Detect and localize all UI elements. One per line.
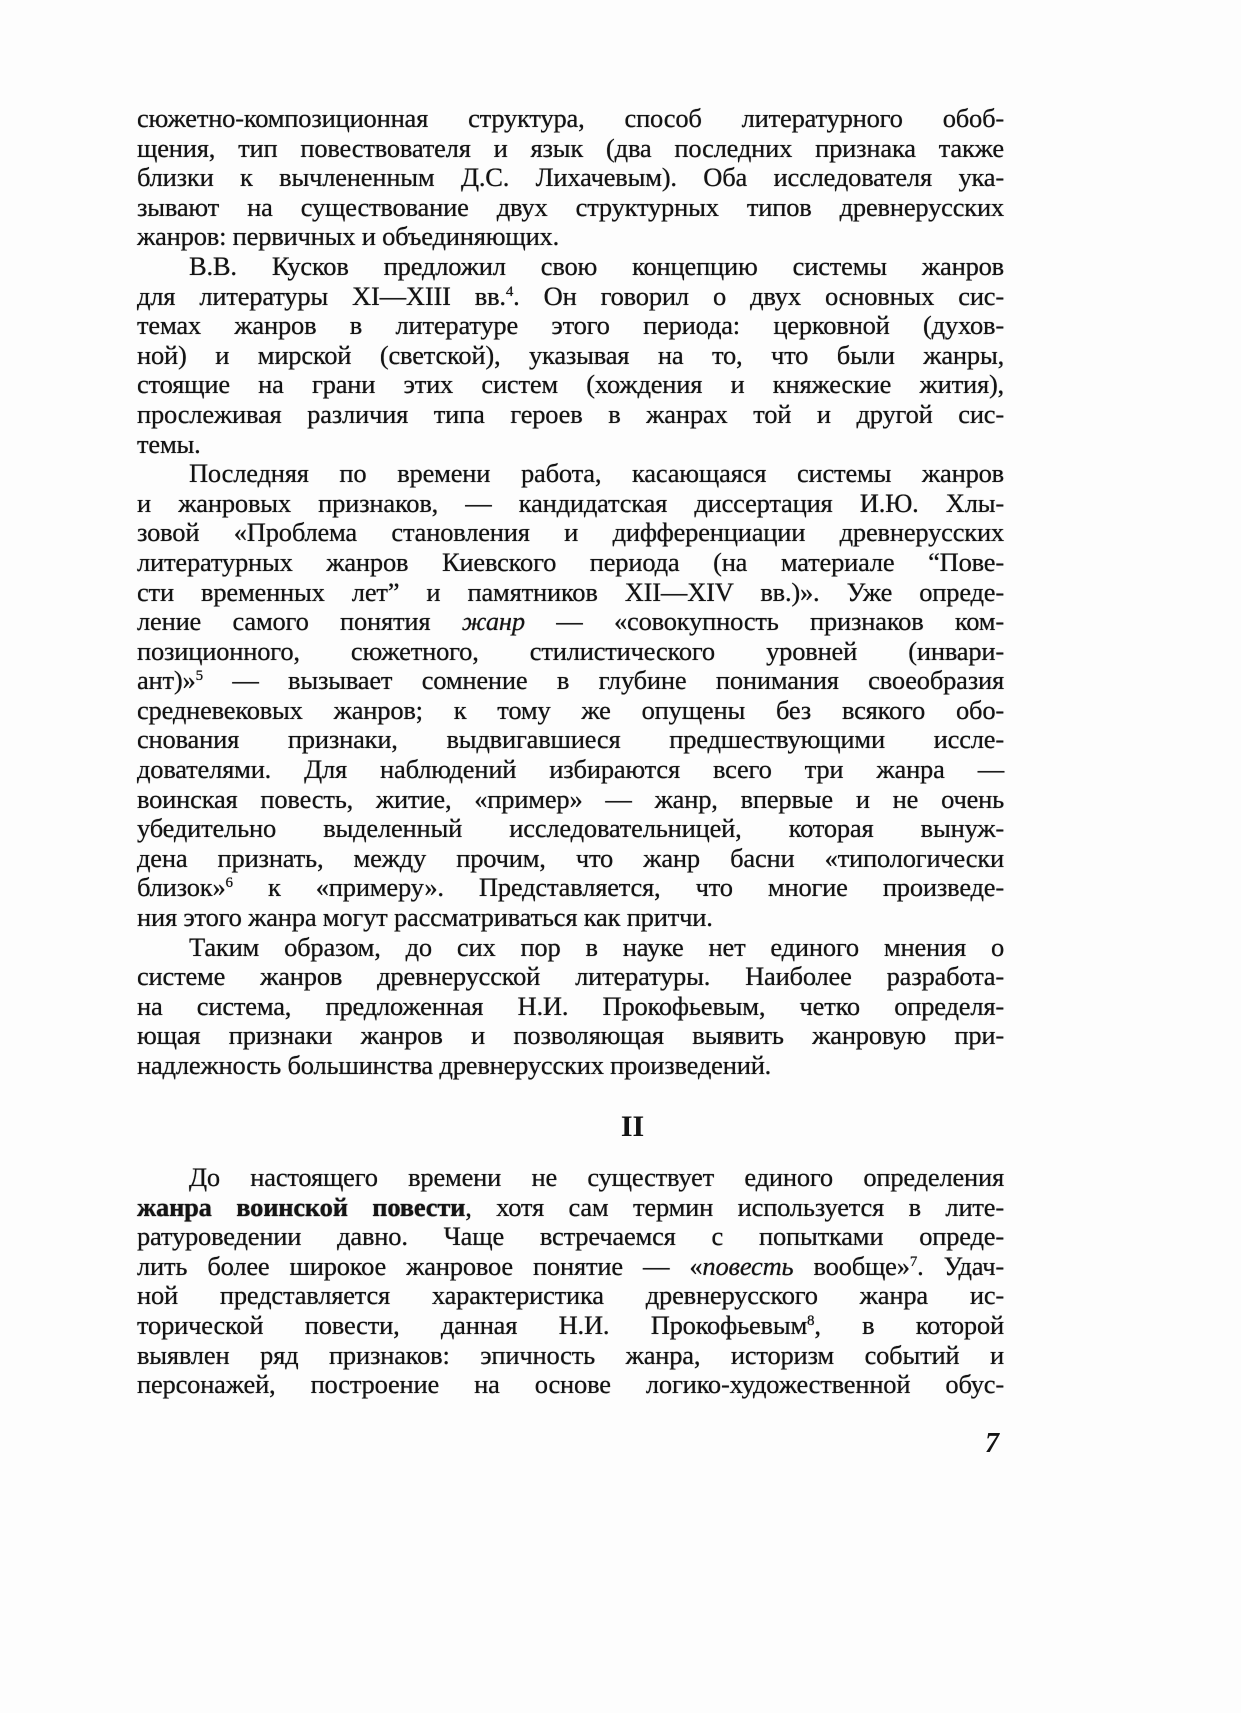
text-run: воинская повесть, житие, «пример» — жанр, впервые и не очень (137, 783, 1004, 814)
text-run: близки к вычлененным Д.С. Лихачевым). Оба исследователя ука- (137, 162, 1004, 193)
text-line (137, 1252, 1004, 1282)
text-run: ление самого понятия (137, 606, 462, 637)
text-run: персонажей, построение на основе логико-художественной обус- (137, 1369, 1004, 1400)
text-line (137, 548, 1004, 578)
text-line (137, 222, 1004, 252)
text-run: убедительно выделенный исследовательницей, которая вынуж- (137, 813, 1004, 844)
text-run: системе жанров древнерусской литературы. Наиболее разработа- (137, 961, 1004, 992)
text-line (137, 1222, 1004, 1252)
text-run: ющая признаки жанров и позволяющая выявить жанровую при- (137, 1020, 1004, 1051)
text-line (137, 785, 1004, 815)
text-line (137, 725, 1004, 755)
text-line (137, 193, 1004, 223)
text-line (137, 1311, 1004, 1341)
text-run: прослеживая различия типа героев в жанрах той и другой сис- (137, 398, 1004, 429)
text-run: стоящие на грани этих систем (хождения и княжеские жития), (137, 369, 1004, 400)
text-line (137, 696, 1004, 726)
text-run: — вызывает сомнение в глубине понимания своеобразия (202, 665, 1004, 696)
text-line (137, 962, 1004, 992)
text-run: В.В. Кусков предложил свою концепцию системы жанров (189, 250, 1004, 281)
text-line (137, 637, 1004, 667)
text-line (137, 163, 1004, 193)
text-run: сти временных лет” и памятников XII—XIV вв.)». Уже опреде- (137, 576, 1004, 607)
text-line (137, 252, 1004, 282)
text-run: на система, предложенная Н.И. Прокофьевым, четко определя- (137, 990, 1004, 1021)
text-run: темах жанров в литературе этого периода: церковной (духов- (137, 310, 1004, 341)
text-line (137, 1370, 1004, 1400)
text-run: , в которой (814, 1309, 1004, 1340)
text-run: До настоящего времени не существует единого определения (189, 1162, 1004, 1192)
text-line (137, 873, 1004, 903)
text-section-2 (137, 1163, 1004, 1400)
text-run: ратуроведении давно. Чаще встречаемся с попытками опреде- (137, 1221, 1004, 1252)
text-line (137, 814, 1004, 844)
page-number: 7 (985, 1428, 999, 1459)
text-line (137, 666, 1004, 696)
text-line (137, 607, 1004, 637)
text-run: средневековых жанров; к тому же опущены без всякого обо- (137, 694, 1004, 725)
text-run: . Удач- (917, 1250, 1004, 1281)
italic-text: повесть (702, 1250, 794, 1281)
footnote-ref: 7 (909, 1253, 918, 1270)
text-run: ант)» (137, 665, 196, 696)
paragraph (137, 1163, 1004, 1400)
text-line (137, 400, 1004, 430)
text-run: — «совокупность признаков ком- (524, 606, 1004, 637)
text-run: . Он говорил о двух основных сис- (513, 280, 1004, 311)
text-run: для литературы XI—XIII вв. (137, 280, 506, 311)
text-run: ной представляется характеристика древнерусского жанра ис- (137, 1280, 1004, 1311)
text-run: щения, тип повествователя и язык (два последних признака также (137, 132, 1004, 163)
text-line (137, 578, 1004, 608)
text-run: позиционного, сюжетного, стилистического уровней (инвари- (137, 635, 1004, 666)
text-run: литературных жанров Киевского периода (на материале “Пове- (137, 546, 1004, 577)
italic-text: жанр (461, 606, 525, 637)
text-run: дена признать, между прочим, что жанр басни «типологически (137, 842, 1004, 873)
text-section-1 (137, 104, 1004, 1081)
text-line (137, 844, 1004, 874)
footnote-ref: 4 (505, 283, 514, 300)
text-line (137, 370, 1004, 400)
text-line (137, 1021, 1004, 1051)
text-run: лить более широкое жанровое понятие — « (137, 1250, 703, 1281)
paragraph (137, 933, 1004, 1081)
text-line (137, 104, 1004, 134)
footnote-ref: 6 (225, 875, 233, 892)
text-run: сюжетно-композиционная структура, способ литературного обоб- (137, 103, 1004, 133)
text-run: снования признаки, выдвигавшиеся предшествующими иссле- (137, 724, 1004, 755)
footnote-ref: 5 (195, 668, 203, 685)
bold-text: жанра воинской повести (137, 1191, 466, 1222)
text-run: к «примеру». Представляется, что многие произведе- (232, 872, 1004, 903)
footnote-ref: 8 (807, 1312, 815, 1329)
text-line (137, 430, 1004, 460)
text-line (137, 1163, 1004, 1193)
text-line (137, 489, 1004, 519)
paragraph (137, 459, 1004, 933)
text-line (137, 311, 1004, 341)
section-heading (0, 1110, 1241, 1144)
paragraph (137, 252, 1004, 459)
text-line (137, 1341, 1004, 1371)
text-run: жанров: первичных и объединяющих. (137, 221, 560, 252)
text-line (137, 282, 1004, 312)
text-line (137, 1051, 1004, 1081)
text-line (137, 518, 1004, 548)
text-run: торической повести, данная Н.И. Прокофьевым (137, 1309, 808, 1340)
text-line (137, 992, 1004, 1022)
text-line (137, 755, 1004, 785)
text-run: выявлен ряд признаков: эпичность жанра, историзм событий и (137, 1339, 1004, 1370)
text-run: близок» (137, 872, 226, 903)
text-run: и жанровых признаков, — кандидатская диссертация И.Ю. Хлы- (137, 487, 1004, 518)
section-heading-text: II (620, 1110, 645, 1143)
text-run: темы. (137, 428, 201, 459)
text-line (137, 341, 1004, 371)
text-line (137, 903, 1004, 933)
paragraph (137, 104, 1004, 252)
text-line (137, 134, 1004, 164)
text-run: дователями. Для наблюдений избираются всего три жанра — (137, 754, 1004, 785)
text-run: Таким образом, до сих пор в науке нет единого мнения о (189, 931, 1004, 962)
text-line (137, 933, 1004, 963)
text-line (137, 459, 1004, 489)
text-run: вообще» (793, 1250, 910, 1281)
text-run: ния этого жанра могут рассматриваться как притчи. (137, 902, 713, 933)
text-line (137, 1193, 1004, 1223)
text-run: ной) и мирской (светской), указывая на то, что были жанры, (137, 339, 1004, 370)
text-run: , хотя сам термин используется в лите- (465, 1191, 1004, 1222)
text-run: зывают на существование двух структурных типов древнерусских (137, 191, 1004, 222)
text-run: зовой «Проблема становления и дифференциации древнерусских (137, 517, 1004, 548)
text-line (137, 1281, 1004, 1311)
text-run: Последняя по времени работа, касающаяся системы жанров (189, 458, 1004, 489)
text-run: надлежность большинства древнерусских произведений. (137, 1050, 772, 1080)
